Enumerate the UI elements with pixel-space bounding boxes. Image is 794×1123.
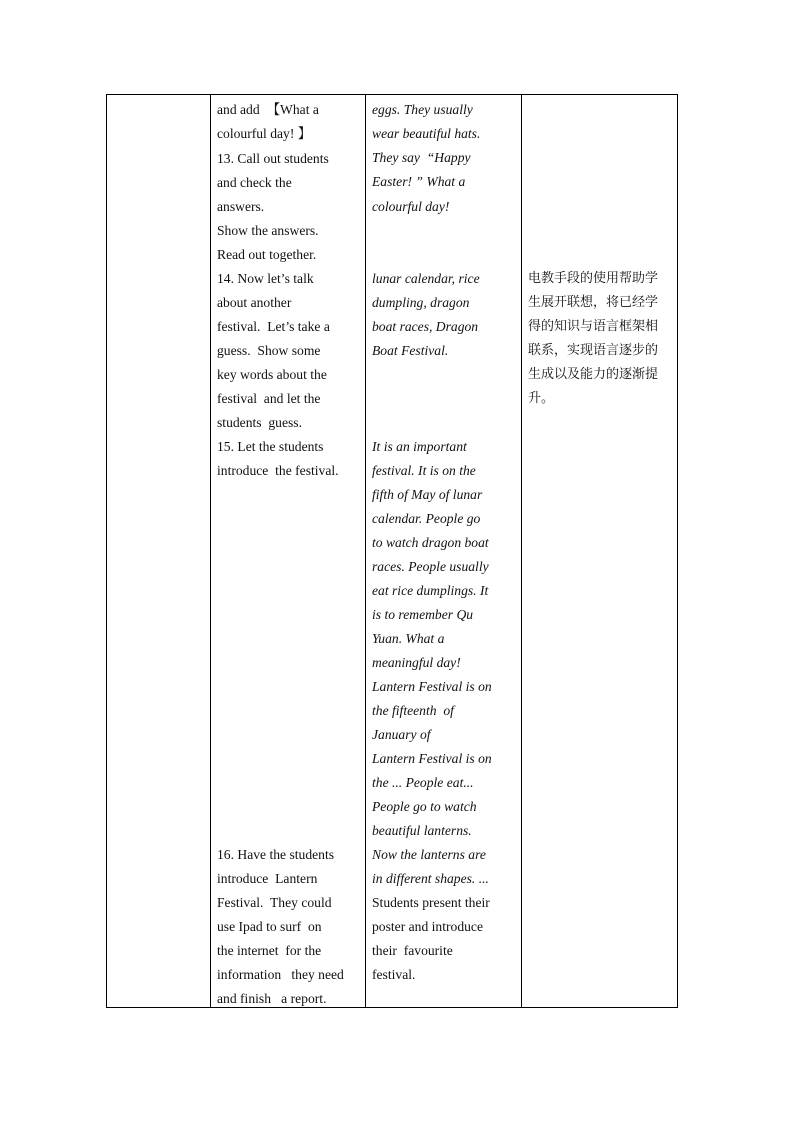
student-activity-line: calendar. People go bbox=[372, 511, 481, 526]
teacher-activity-line: colourful day! 】 bbox=[217, 126, 312, 141]
teacher-activity-line: answers. bbox=[217, 199, 265, 214]
student-activity-line: festival. bbox=[372, 967, 416, 982]
teacher-activity-line: festival and let the bbox=[217, 391, 321, 406]
design-intent-line: 电教手段的使用帮助学 bbox=[528, 271, 659, 286]
teacher-activity-line: Read out together. bbox=[217, 247, 317, 262]
student-activity-line: their favourite bbox=[372, 943, 453, 958]
teacher-activity-line: introduce the festival. bbox=[217, 463, 339, 478]
student-activity-line: Lantern Festival is on bbox=[372, 751, 492, 766]
teacher-activity-line: and check the bbox=[217, 175, 292, 190]
teacher-activity-line: students guess. bbox=[217, 415, 302, 430]
student-activity-line: Yuan. What a bbox=[372, 631, 445, 646]
table-cell-stage bbox=[107, 95, 210, 1007]
student-activity-line: the fifteenth of bbox=[372, 703, 454, 718]
student-activity-line: in different shapes. ... bbox=[372, 871, 489, 886]
student-activity-line: to watch dragon boat bbox=[372, 535, 489, 550]
student-activity-line: eggs. They usually bbox=[372, 102, 473, 117]
teacher-activity-line: 13. Call out students bbox=[217, 151, 329, 166]
student-activity-line: lunar calendar, rice bbox=[372, 271, 480, 286]
teacher-activity-line: the internet for the bbox=[217, 943, 322, 958]
student-activity-line: It is an important bbox=[372, 439, 467, 454]
table-cell-design-intent bbox=[522, 95, 677, 1007]
student-activity-line: the ... People eat... bbox=[372, 775, 474, 790]
teacher-activity-line: 14. Now let’s talk bbox=[217, 271, 314, 286]
student-activity-line: is to remember Qu bbox=[372, 607, 474, 622]
teacher-activity-line: festival. Let’s take a bbox=[217, 319, 330, 334]
table-cell-teacher-activities bbox=[211, 95, 365, 1007]
student-activity-line: They say “Happy bbox=[372, 150, 471, 165]
student-activity-line: Students present their bbox=[372, 895, 490, 910]
student-activity-line: January of bbox=[372, 727, 431, 742]
teacher-activity-line: key words about the bbox=[217, 367, 327, 382]
student-activity-line: poster and introduce bbox=[372, 919, 483, 934]
teacher-activity-line: use Ipad to surf on bbox=[217, 919, 322, 934]
teacher-activity-line: information they need bbox=[217, 967, 344, 982]
teacher-activity-line: introduce Lantern bbox=[217, 871, 318, 886]
design-intent-line: 联系，实现语言逐步的 bbox=[528, 343, 659, 358]
table-cell-student-activities bbox=[366, 95, 521, 1007]
student-activity-line: meaningful day! bbox=[372, 655, 461, 670]
student-activity-line: colourful day! bbox=[372, 199, 450, 214]
teacher-activity-line: and finish a report. bbox=[217, 991, 327, 1006]
teacher-activity-line: 16. Have the students bbox=[217, 847, 335, 862]
design-intent-line: 生成以及能力的逐渐提 bbox=[528, 367, 659, 382]
lesson-plan-table bbox=[106, 94, 678, 1008]
student-activity-line: People go to watch bbox=[372, 799, 477, 814]
student-activity-line: boat races, Dragon bbox=[372, 319, 479, 334]
teacher-activity-line: and add 【What a bbox=[217, 102, 319, 117]
student-activity-line: festival. It is on the bbox=[372, 463, 476, 478]
student-activity-line: fifth of May of lunar bbox=[372, 487, 483, 502]
teacher-activity-line: Show the answers. bbox=[217, 223, 319, 238]
teacher-activity-line: about another bbox=[217, 295, 292, 310]
design-intent-line: 生展开联想，将已经学 bbox=[528, 295, 659, 310]
student-activity-line: beautiful lanterns. bbox=[372, 823, 472, 838]
teacher-activity-line: guess. Show some bbox=[217, 343, 321, 358]
design-intent-line: 升。 bbox=[528, 391, 555, 406]
student-activity-line: Boat Festival. bbox=[372, 343, 449, 358]
student-activity-line: Now the lanterns are bbox=[372, 847, 486, 862]
teacher-activity-line: Festival. They could bbox=[217, 895, 332, 910]
student-activity-line: dumpling, dragon bbox=[372, 295, 470, 310]
student-activity-line: eat rice dumplings. It bbox=[372, 583, 489, 598]
student-activity-line: Easter! ” What a bbox=[372, 174, 466, 189]
student-activity-line: wear beautiful hats. bbox=[372, 126, 481, 141]
teacher-activity-line: 15. Let the students bbox=[217, 439, 324, 454]
student-activity-line: races. People usually bbox=[372, 559, 489, 574]
student-activity-line: Lantern Festival is on bbox=[372, 679, 492, 694]
design-intent-line: 得的知识与语言框架相 bbox=[528, 319, 659, 334]
